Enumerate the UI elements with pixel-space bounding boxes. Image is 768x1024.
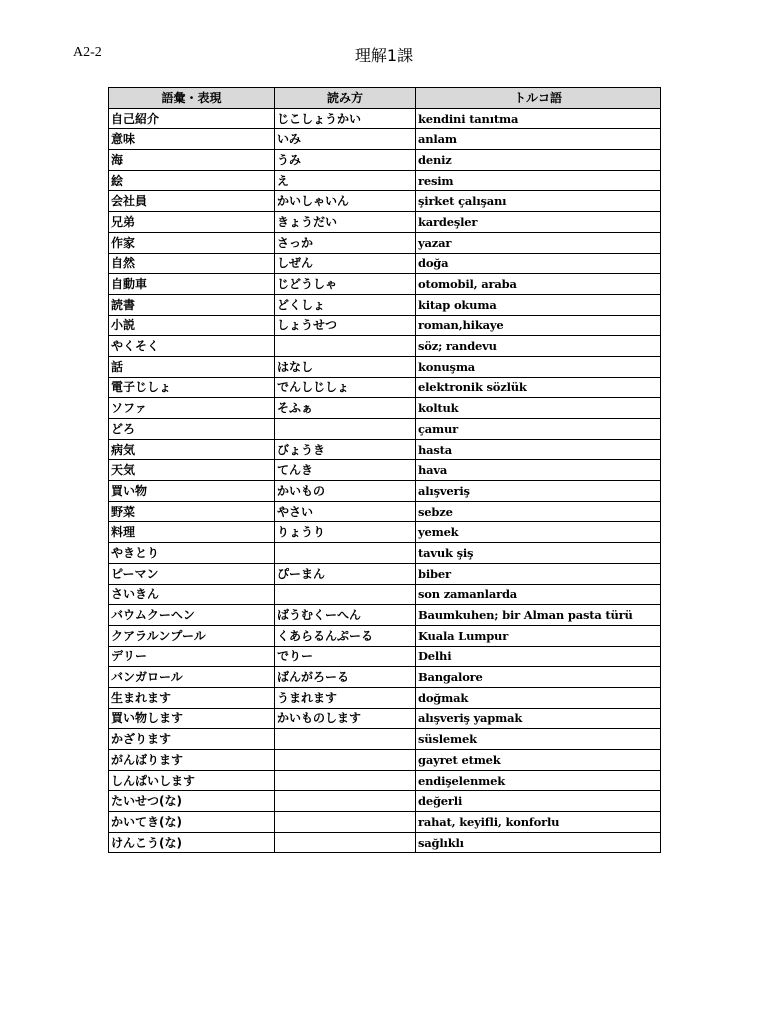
turkish-cell: doğmak xyxy=(416,687,661,708)
table-row xyxy=(109,605,661,626)
vocabulary-cell: 海 xyxy=(109,150,275,171)
vocabulary-cell: 天気 xyxy=(109,460,275,481)
table-row xyxy=(109,460,661,481)
reading-cell: びょうき xyxy=(275,439,416,460)
table-row xyxy=(109,832,661,853)
reading-cell: ぴーまん xyxy=(275,563,416,584)
reading-cell: ばんがろーる xyxy=(275,667,416,688)
table-row xyxy=(109,729,661,750)
table-row xyxy=(109,170,661,191)
table-row xyxy=(109,274,661,295)
header-turkish: トルコ語 xyxy=(416,88,661,109)
vocabulary-cell: どろ xyxy=(109,419,275,440)
turkish-cell: koltuk xyxy=(416,398,661,419)
turkish-cell: değerli xyxy=(416,791,661,812)
table-row xyxy=(109,563,661,584)
turkish-cell: kitap okuma xyxy=(416,294,661,315)
turkish-cell: sebze xyxy=(416,501,661,522)
reading-cell xyxy=(275,543,416,564)
vocabulary-cell: 自動車 xyxy=(109,274,275,295)
table-row xyxy=(109,439,661,460)
reading-cell: やさい xyxy=(275,501,416,522)
turkish-cell: çamur xyxy=(416,419,661,440)
vocabulary-cell: けんこう(な) xyxy=(109,832,275,853)
table-row xyxy=(109,129,661,150)
reading-cell: じどうしゃ xyxy=(275,274,416,295)
turkish-cell: kardeşler xyxy=(416,212,661,233)
vocabulary-cell: やきとり xyxy=(109,543,275,564)
turkish-cell: süslemek xyxy=(416,729,661,750)
table-row xyxy=(109,232,661,253)
reading-cell: どくしょ xyxy=(275,294,416,315)
vocabulary-cell: しんぱいします xyxy=(109,770,275,791)
page-title: 理解1課 xyxy=(354,46,414,65)
table-row xyxy=(109,791,661,812)
reading-cell: うみ xyxy=(275,150,416,171)
table-row xyxy=(109,646,661,667)
reading-cell: え xyxy=(275,170,416,191)
turkish-cell: anlam xyxy=(416,129,661,150)
turkish-cell: yazar xyxy=(416,232,661,253)
vocabulary-cell: 読書 xyxy=(109,294,275,315)
vocabulary-cell: クアラルンプール xyxy=(109,625,275,646)
reading-cell: いみ xyxy=(275,129,416,150)
reading-cell: しぜん xyxy=(275,253,416,274)
vocabulary-cell: バウムクーヘン xyxy=(109,605,275,626)
vocabulary-cell: 野菜 xyxy=(109,501,275,522)
turkish-cell: hava xyxy=(416,460,661,481)
table-row xyxy=(109,481,661,502)
reading-cell xyxy=(275,336,416,357)
vocabulary-cell: さいきん xyxy=(109,584,275,605)
reading-cell: でりー xyxy=(275,646,416,667)
turkish-cell: gayret etmek xyxy=(416,750,661,771)
vocabulary-table xyxy=(108,87,661,853)
turkish-cell: deniz xyxy=(416,150,661,171)
turkish-cell: tavuk şiş xyxy=(416,543,661,564)
table-row xyxy=(109,336,661,357)
reading-cell: くあらるんぷーる xyxy=(275,625,416,646)
turkish-cell: resim xyxy=(416,170,661,191)
header-reading: 読み方 xyxy=(275,88,416,109)
reading-cell: ばうむくーへん xyxy=(275,605,416,626)
reading-cell: でんしじしょ xyxy=(275,377,416,398)
vocabulary-cell: 料理 xyxy=(109,522,275,543)
vocabulary-cell: 買い物 xyxy=(109,481,275,502)
reading-cell xyxy=(275,419,416,440)
vocabulary-cell: 病気 xyxy=(109,439,275,460)
vocabulary-cell: かざります xyxy=(109,729,275,750)
turkish-cell: hasta xyxy=(416,439,661,460)
vocabulary-cell: 生まれます xyxy=(109,687,275,708)
vocabulary-cell: 意味 xyxy=(109,129,275,150)
vocabulary-cell: 自然 xyxy=(109,253,275,274)
turkish-cell: alışveriş yapmak xyxy=(416,708,661,729)
reading-cell: きょうだい xyxy=(275,212,416,233)
reading-cell: じこしょうかい xyxy=(275,108,416,129)
vocabulary-cell: 買い物します xyxy=(109,708,275,729)
turkish-cell: söz; randevu xyxy=(416,336,661,357)
reading-cell xyxy=(275,750,416,771)
document-code: A2-2 xyxy=(73,45,102,60)
table-row xyxy=(109,501,661,522)
turkish-cell: biber xyxy=(416,563,661,584)
reading-cell: りょうり xyxy=(275,522,416,543)
vocabulary-cell: 自己紹介 xyxy=(109,108,275,129)
vocabulary-cell: やくそく xyxy=(109,336,275,357)
turkish-cell: Kuala Lumpur xyxy=(416,625,661,646)
turkish-cell: kendini tanıtma xyxy=(416,108,661,129)
reading-cell xyxy=(275,832,416,853)
table-row xyxy=(109,108,661,129)
header-vocabulary: 語彙・表現 xyxy=(109,88,275,109)
table-row xyxy=(109,625,661,646)
reading-cell: はなし xyxy=(275,356,416,377)
table-row xyxy=(109,522,661,543)
vocabulary-cell: ピーマン xyxy=(109,563,275,584)
reading-cell: さっか xyxy=(275,232,416,253)
table-row xyxy=(109,667,661,688)
turkish-cell: Bangalore xyxy=(416,667,661,688)
vocabulary-cell: 絵 xyxy=(109,170,275,191)
vocabulary-cell: がんばります xyxy=(109,750,275,771)
table-row xyxy=(109,294,661,315)
reading-cell: そふぁ xyxy=(275,398,416,419)
table-row xyxy=(109,191,661,212)
vocabulary-cell: かいてき(な) xyxy=(109,812,275,833)
vocabulary-cell: 作家 xyxy=(109,232,275,253)
turkish-cell: doğa xyxy=(416,253,661,274)
table-row xyxy=(109,584,661,605)
reading-cell xyxy=(275,584,416,605)
table-body xyxy=(109,108,661,853)
turkish-cell: konuşma xyxy=(416,356,661,377)
turkish-cell: roman,hikaye xyxy=(416,315,661,336)
vocabulary-cell: 小説 xyxy=(109,315,275,336)
vocabulary-cell: 電子じしょ xyxy=(109,377,275,398)
reading-cell: かいものします xyxy=(275,708,416,729)
turkish-cell: şirket çalışanı xyxy=(416,191,661,212)
table-row xyxy=(109,356,661,377)
turkish-cell: sağlıklı xyxy=(416,832,661,853)
table-row xyxy=(109,543,661,564)
turkish-cell: otomobil, araba xyxy=(416,274,661,295)
table-row xyxy=(109,253,661,274)
table-row xyxy=(109,150,661,171)
table-row xyxy=(109,750,661,771)
turkish-cell: Baumkuhen; bir Alman pasta türü xyxy=(416,605,661,626)
table-row xyxy=(109,770,661,791)
vocabulary-cell: 兄弟 xyxy=(109,212,275,233)
table-row xyxy=(109,419,661,440)
table-row xyxy=(109,315,661,336)
turkish-cell: Delhi xyxy=(416,646,661,667)
reading-cell xyxy=(275,812,416,833)
table-row xyxy=(109,687,661,708)
turkish-cell: son zamanlarda xyxy=(416,584,661,605)
reading-cell: かいしゃいん xyxy=(275,191,416,212)
turkish-cell: yemek xyxy=(416,522,661,543)
turkish-cell: alışveriş xyxy=(416,481,661,502)
table-row xyxy=(109,708,661,729)
vocabulary-cell: たいせつ(な) xyxy=(109,791,275,812)
vocabulary-cell: デリー xyxy=(109,646,275,667)
vocabulary-cell: 会社員 xyxy=(109,191,275,212)
table-row xyxy=(109,377,661,398)
reading-cell: てんき xyxy=(275,460,416,481)
reading-cell xyxy=(275,770,416,791)
reading-cell: かいもの xyxy=(275,481,416,502)
table-row xyxy=(109,398,661,419)
turkish-cell: elektronik sözlük xyxy=(416,377,661,398)
vocabulary-cell: 話 xyxy=(109,356,275,377)
reading-cell xyxy=(275,791,416,812)
table-row xyxy=(109,212,661,233)
turkish-cell: rahat, keyifli, konforlu xyxy=(416,812,661,833)
reading-cell xyxy=(275,729,416,750)
reading-cell: しょうせつ xyxy=(275,315,416,336)
reading-cell: うまれます xyxy=(275,687,416,708)
table-row xyxy=(109,812,661,833)
vocabulary-cell: ソファ xyxy=(109,398,275,419)
turkish-cell: endişelenmek xyxy=(416,770,661,791)
table-header-row xyxy=(109,88,661,109)
vocabulary-cell: バンガロール xyxy=(109,667,275,688)
